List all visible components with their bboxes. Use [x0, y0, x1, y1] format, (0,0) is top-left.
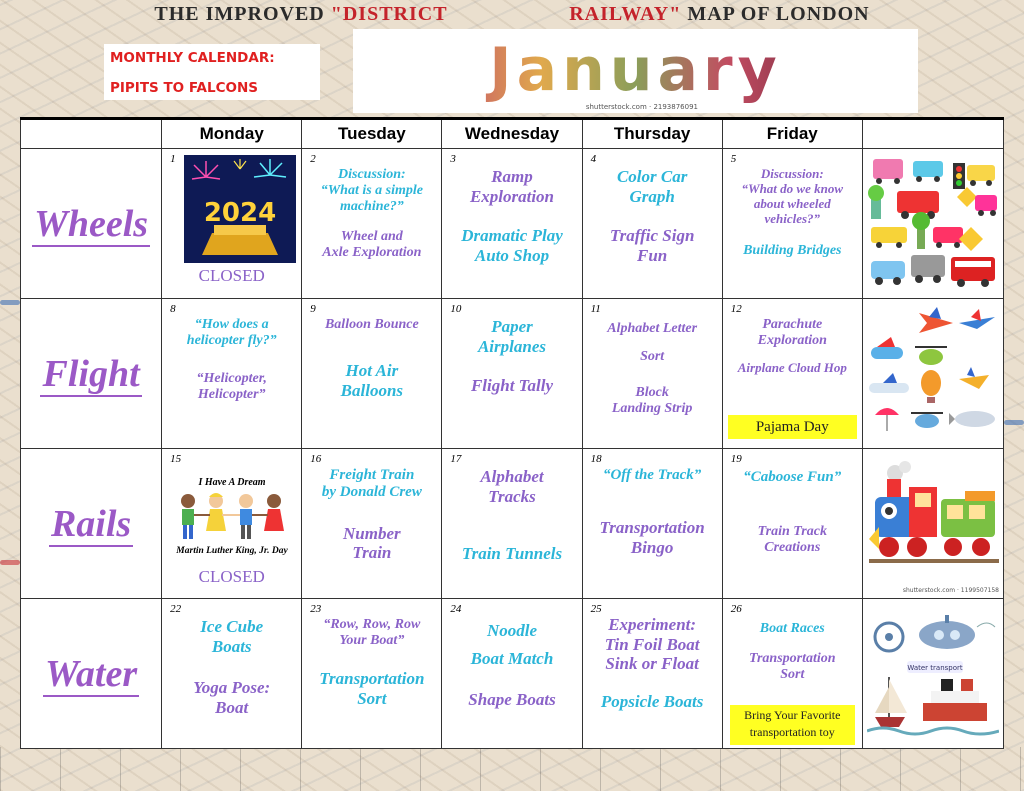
day-cell-19: 19 “Caboose Fun” Train Track Creations [722, 449, 862, 599]
aircraft-image-cell [862, 299, 1003, 449]
header-thursday: Thursday [582, 119, 722, 149]
train-image-credit: shutterstock.com · 1199507158 [902, 587, 999, 594]
closed-label: CLOSED [198, 567, 265, 586]
svg-text:Water transport: Water transport [907, 664, 963, 672]
week-row-flight [21, 299, 1004, 449]
map-rail-line [1004, 420, 1024, 425]
map-legend-strip [0, 747, 1024, 791]
header-tuesday: Tuesday [302, 119, 442, 149]
closed-label: CLOSED [198, 266, 265, 285]
week-row-rails [21, 449, 1004, 599]
pajama-day-note: Pajama Day [728, 415, 857, 439]
day-cell-16: 16 Freight Train by Donald Crew Number Train [302, 449, 442, 599]
map-title: THE IMPROVED "DISTRICT RAILWAY" MAP OF LONDON [154, 3, 870, 25]
header-row [21, 119, 1004, 149]
new-year-fireworks-image [184, 155, 296, 263]
map-rail-line [0, 560, 20, 565]
theme-rails: Rails [21, 449, 162, 599]
water-transport-image [867, 607, 999, 739]
day-cell-22: 22 Ice Cube Boats Yoga Pose: Boat [162, 599, 302, 749]
day-cell-8: 8 “How does a helicopter fly?” “Helicopter, Helicopter” [162, 299, 302, 449]
day-cell-5: 5 Discussion: “What do we know about wheeled vehicles?” Building Bridges [722, 149, 862, 299]
favorite-toy-note: Bring Your Favorite transportation toy [730, 705, 855, 745]
mlk-day-image [166, 473, 298, 557]
theme-wheels: Wheels [21, 149, 162, 299]
vehicles-clipart-image [867, 155, 999, 293]
day-cell-25: 25 Experiment: Tin Foil Boat Sink or Float Popsicle Boats [582, 599, 722, 749]
day-cell-2: 2 Discussion: “What is a simple machine?” Wheel and Axle Exploration [302, 149, 442, 299]
train-image-cell [862, 449, 1003, 599]
day-cell-4: 4 Color Car Graph Traffic Sign Fun [582, 149, 722, 299]
calendar-label [104, 44, 320, 100]
theme-water: Water [21, 599, 162, 749]
train-clipart-image [869, 461, 999, 581]
boats-image-cell [862, 599, 1003, 749]
month-banner [353, 29, 918, 113]
header-monday: Monday [162, 119, 302, 149]
day-cell-26: 26 Boat Races Transportation Sort Bring Your Favorite transportation toy [722, 599, 862, 749]
day-cell-23: 23 “Row, Row, Row Your Boat” Transportation Sort [302, 599, 442, 749]
week-row-wheels [21, 149, 1004, 299]
day-cell-18: 18 “Off the Track” Transportation Bingo [582, 449, 722, 599]
day-cell-9: 9 Balloon Bounce Hot Air Balloons [302, 299, 442, 449]
header-wednesday: Wednesday [442, 119, 582, 149]
day-cell-24: 24 Noodle Boat Match Shape Boats [442, 599, 582, 749]
calendar-label-line1: MONTHLY CALENDAR: [110, 50, 275, 66]
week-row-water [21, 599, 1004, 749]
day-cell-12: 12 Parachute Exploration Airplane Cloud Hop Pajama Day [722, 299, 862, 449]
header-corner [21, 119, 162, 149]
header-friday: Friday [722, 119, 862, 149]
month-title: January [353, 35, 918, 105]
vehicles-image-cell [862, 149, 1003, 299]
calendar-grid [20, 117, 1004, 749]
svg-text:I Have A Dream: I Have A Dream [198, 477, 266, 488]
day-cell-15: 15 I Have A Dream Martin Luther King, Jr. Day CLOSED [162, 449, 302, 599]
month-credit: shutterstock.com · 2193876091 [585, 103, 698, 111]
map-rail-line [0, 300, 20, 305]
day-cell-1: 1 2024 CLOSED [162, 149, 302, 299]
day-cell-11: 11 Alphabet Letter Sort Block Landing Strip [582, 299, 722, 449]
day-cell-17: 17 Alphabet Tracks Train Tunnels [442, 449, 582, 599]
svg-text:Martin Luther King, Jr. Day: Martin Luther King, Jr. Day [176, 546, 288, 556]
day-cell-10: 10 Paper Airplanes Flight Tally [442, 299, 582, 449]
header-image-column [862, 119, 1003, 149]
svg-text:2024: 2024 [203, 198, 277, 228]
day-cell-3: 3 Ramp Exploration Dramatic Play Auto Shop [442, 149, 582, 299]
aircraft-clipart-image [867, 303, 999, 443]
theme-flight: Flight [21, 299, 162, 449]
calendar-label-line2: PIPITS TO FALCONS [110, 80, 258, 96]
